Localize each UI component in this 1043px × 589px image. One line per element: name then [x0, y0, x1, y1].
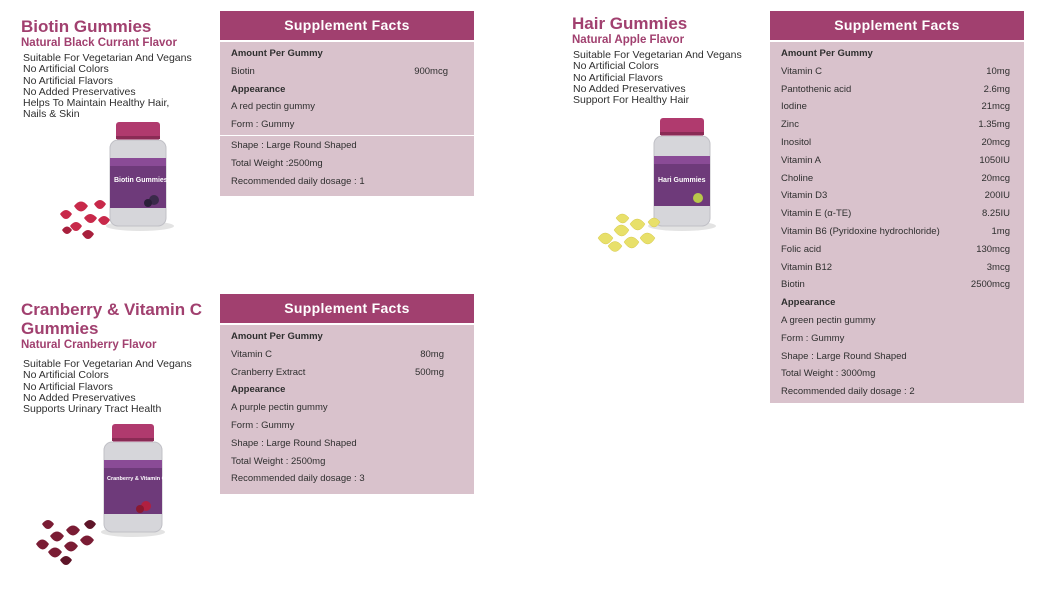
nutrient-value: 200IU — [984, 190, 1010, 202]
nutrient-row — [781, 241, 1014, 259]
nutrient-value: 10mg — [986, 65, 1010, 77]
claim-item: Suitable For Vegetarian And Vegans — [23, 52, 192, 64]
shape-text: Shape : Large Round Shaped — [231, 437, 357, 449]
facts-header: Supplement Facts — [220, 294, 474, 325]
divider — [220, 135, 474, 136]
claims-list — [21, 359, 231, 415]
nutrient-row — [781, 63, 1014, 81]
nutrient-value: 21mcg — [981, 101, 1010, 113]
nutrient-row — [781, 170, 1014, 188]
claims-list — [572, 50, 772, 106]
nutrient-name: Vitamin B6 (Pyridoxine hydrochloride) — [781, 225, 940, 237]
claim-item: Suitable For Vegetarian And Vegans — [573, 49, 742, 61]
claim-item: No Artificial Colors — [573, 60, 659, 73]
claim-item: No Added Preservatives — [573, 82, 686, 95]
appearance-text: A green pectin gummy — [781, 314, 876, 326]
nutrient-row — [781, 276, 1014, 294]
nutrient-name: Vitamin D3 — [781, 190, 828, 202]
claim-item: No Artificial Flavors — [23, 74, 113, 87]
nutrient-name: Vitamin E (α-TE) — [781, 208, 852, 220]
amount-per-gummy-label: Amount Per Gummy — [781, 48, 873, 59]
appearance-label: Appearance — [231, 384, 286, 396]
facts-body — [220, 325, 474, 494]
product-flavor: Natural Apple Flavor — [572, 34, 685, 46]
nutrient-row — [231, 63, 464, 81]
dosage-text: Recommended daily dosage : 3 — [231, 473, 365, 485]
product-title: Hair Gummies — [572, 14, 688, 33]
claim-item: No Added Preservatives — [23, 391, 136, 404]
facts-header: Supplement Facts — [220, 11, 474, 42]
product-biotin — [21, 17, 221, 121]
claim-item: No Artificial Flavors — [573, 71, 663, 84]
nutrient-name: Iodine — [781, 101, 807, 113]
shape-text: Shape : Large Round Shaped — [781, 350, 907, 362]
nutrient-name: Zinc — [781, 119, 799, 131]
nutrient-value: 130mcg — [976, 243, 1010, 255]
supplement-facts-hair — [770, 11, 1024, 403]
nutrient-name: Biotin — [231, 65, 255, 77]
nutrient-value: 2.6mg — [983, 83, 1010, 95]
facts-header: Supplement Facts — [770, 11, 1024, 42]
nutrient-value: 80mg — [420, 348, 444, 360]
claim-item: Suitable For Vegetarian And Vegans — [23, 358, 192, 370]
nutrient-value: 20mcg — [981, 172, 1010, 184]
nutrient-value: 8.25IU — [982, 208, 1010, 220]
claim-item: Supports Urinary Tract Health — [23, 403, 162, 416]
nutrient-value: 1mg — [991, 225, 1010, 237]
claim-item: No Artificial Colors — [23, 63, 109, 76]
nutrient-value: 1050IU — [979, 154, 1010, 166]
nutrient-value: 1.35mg — [978, 119, 1010, 131]
nutrient-value: 20mcg — [981, 136, 1010, 148]
nutrient-row — [781, 116, 1014, 134]
nutrient-row — [781, 152, 1014, 170]
nutrient-name: Biotin — [781, 279, 805, 291]
claim-item: Support For Healthy Hair — [573, 94, 690, 107]
amount-per-gummy-label: Amount Per Gummy — [231, 48, 323, 59]
product-flavor: Natural Cranberry Flavor — [21, 339, 157, 351]
bottle-label: Hari Gummies — [658, 177, 706, 184]
nutrient-row — [231, 346, 464, 364]
nutrient-name: Vitamin B12 — [781, 261, 833, 273]
nutrient-name: Vitamin C — [231, 348, 273, 360]
form-text: Form : Gummy — [781, 332, 845, 344]
nutrient-name: Folic acid — [781, 243, 822, 255]
nutrient-row — [781, 134, 1014, 152]
nutrient-row — [781, 98, 1014, 116]
shape-text: Shape : Large Round Shaped — [231, 139, 357, 151]
product-hair — [572, 14, 772, 106]
bottle-label: Cranberry & Vitamin C Gummies — [107, 476, 193, 482]
supplement-bottle-icon — [101, 424, 192, 537]
supplement-facts-cranberry — [220, 294, 474, 494]
form-text: Form : Gummy — [231, 419, 295, 431]
nutrient-row — [781, 205, 1014, 223]
product-flavor: Natural Black Currant Flavor — [21, 37, 177, 49]
supplement-bottle-icon — [106, 122, 174, 231]
product-title: Biotin Gummies — [21, 17, 152, 36]
nutrient-value: 2500mcg — [970, 279, 1010, 291]
claim-item: Helps To Maintain Healthy Hair, — [23, 97, 170, 110]
product-cranberry — [21, 300, 231, 415]
claim-item: Nails & Skin — [23, 108, 80, 121]
dosage-text: Recommended daily dosage : 1 — [231, 175, 365, 187]
nutrient-row — [231, 364, 464, 382]
product-title — [21, 300, 231, 338]
supplement-bottle-icon — [648, 118, 716, 231]
weight-text: Total Weight :2500mg — [231, 157, 323, 169]
nutrient-name: Vitamin A — [781, 154, 821, 166]
form-text: Form : Gummy — [231, 119, 295, 131]
nutrient-value: 3mcg — [986, 261, 1010, 273]
cranberry-product-photo — [28, 420, 208, 580]
nutrient-row — [781, 187, 1014, 205]
supplement-facts-biotin — [220, 11, 474, 196]
amount-per-gummy-label: Amount Per Gummy — [231, 331, 323, 342]
product-title-line: Cranberry & Vitamin C — [21, 300, 203, 319]
nutrient-value: 900mcg — [414, 65, 448, 77]
nutrient-row — [781, 223, 1014, 241]
claim-item: No Artificial Colors — [23, 369, 109, 382]
gummy-piece-icon — [36, 520, 96, 565]
claim-item: No Artificial Flavors — [23, 380, 113, 393]
weight-text: Total Weight : 2500mg — [231, 455, 326, 467]
dosage-text: Recommended daily dosage : 2 — [781, 386, 915, 398]
nutrient-name: Inositol — [781, 136, 812, 148]
claims-list — [21, 53, 221, 121]
bottle-label: Biotin Gummies — [114, 177, 168, 184]
nutrient-row — [781, 81, 1014, 99]
appearance-label: Appearance — [231, 83, 286, 95]
appearance-label: Appearance — [781, 297, 836, 309]
gummy-piece-icon — [60, 200, 110, 239]
gummy-piece-icon — [598, 214, 660, 252]
nutrient-name: Cranberry Extract — [231, 366, 306, 378]
facts-body — [220, 42, 474, 196]
appearance-text: A purple pectin gummy — [231, 402, 328, 414]
nutrient-row — [781, 259, 1014, 277]
weight-text: Total Weight : 3000mg — [781, 368, 876, 380]
appearance-text: A red pectin gummy — [231, 101, 315, 113]
nutrient-name: Vitamin C — [781, 65, 823, 77]
facts-body — [770, 42, 1024, 403]
product-title-line: Gummies — [21, 319, 99, 338]
claim-item: No Added Preservatives — [23, 85, 136, 98]
biotin-product-photo — [48, 118, 208, 258]
nutrient-name: Pantothenic acid — [781, 83, 852, 95]
hair-product-photo — [590, 114, 760, 264]
nutrient-name: Choline — [781, 172, 814, 184]
nutrient-value: 500mg — [414, 366, 444, 378]
